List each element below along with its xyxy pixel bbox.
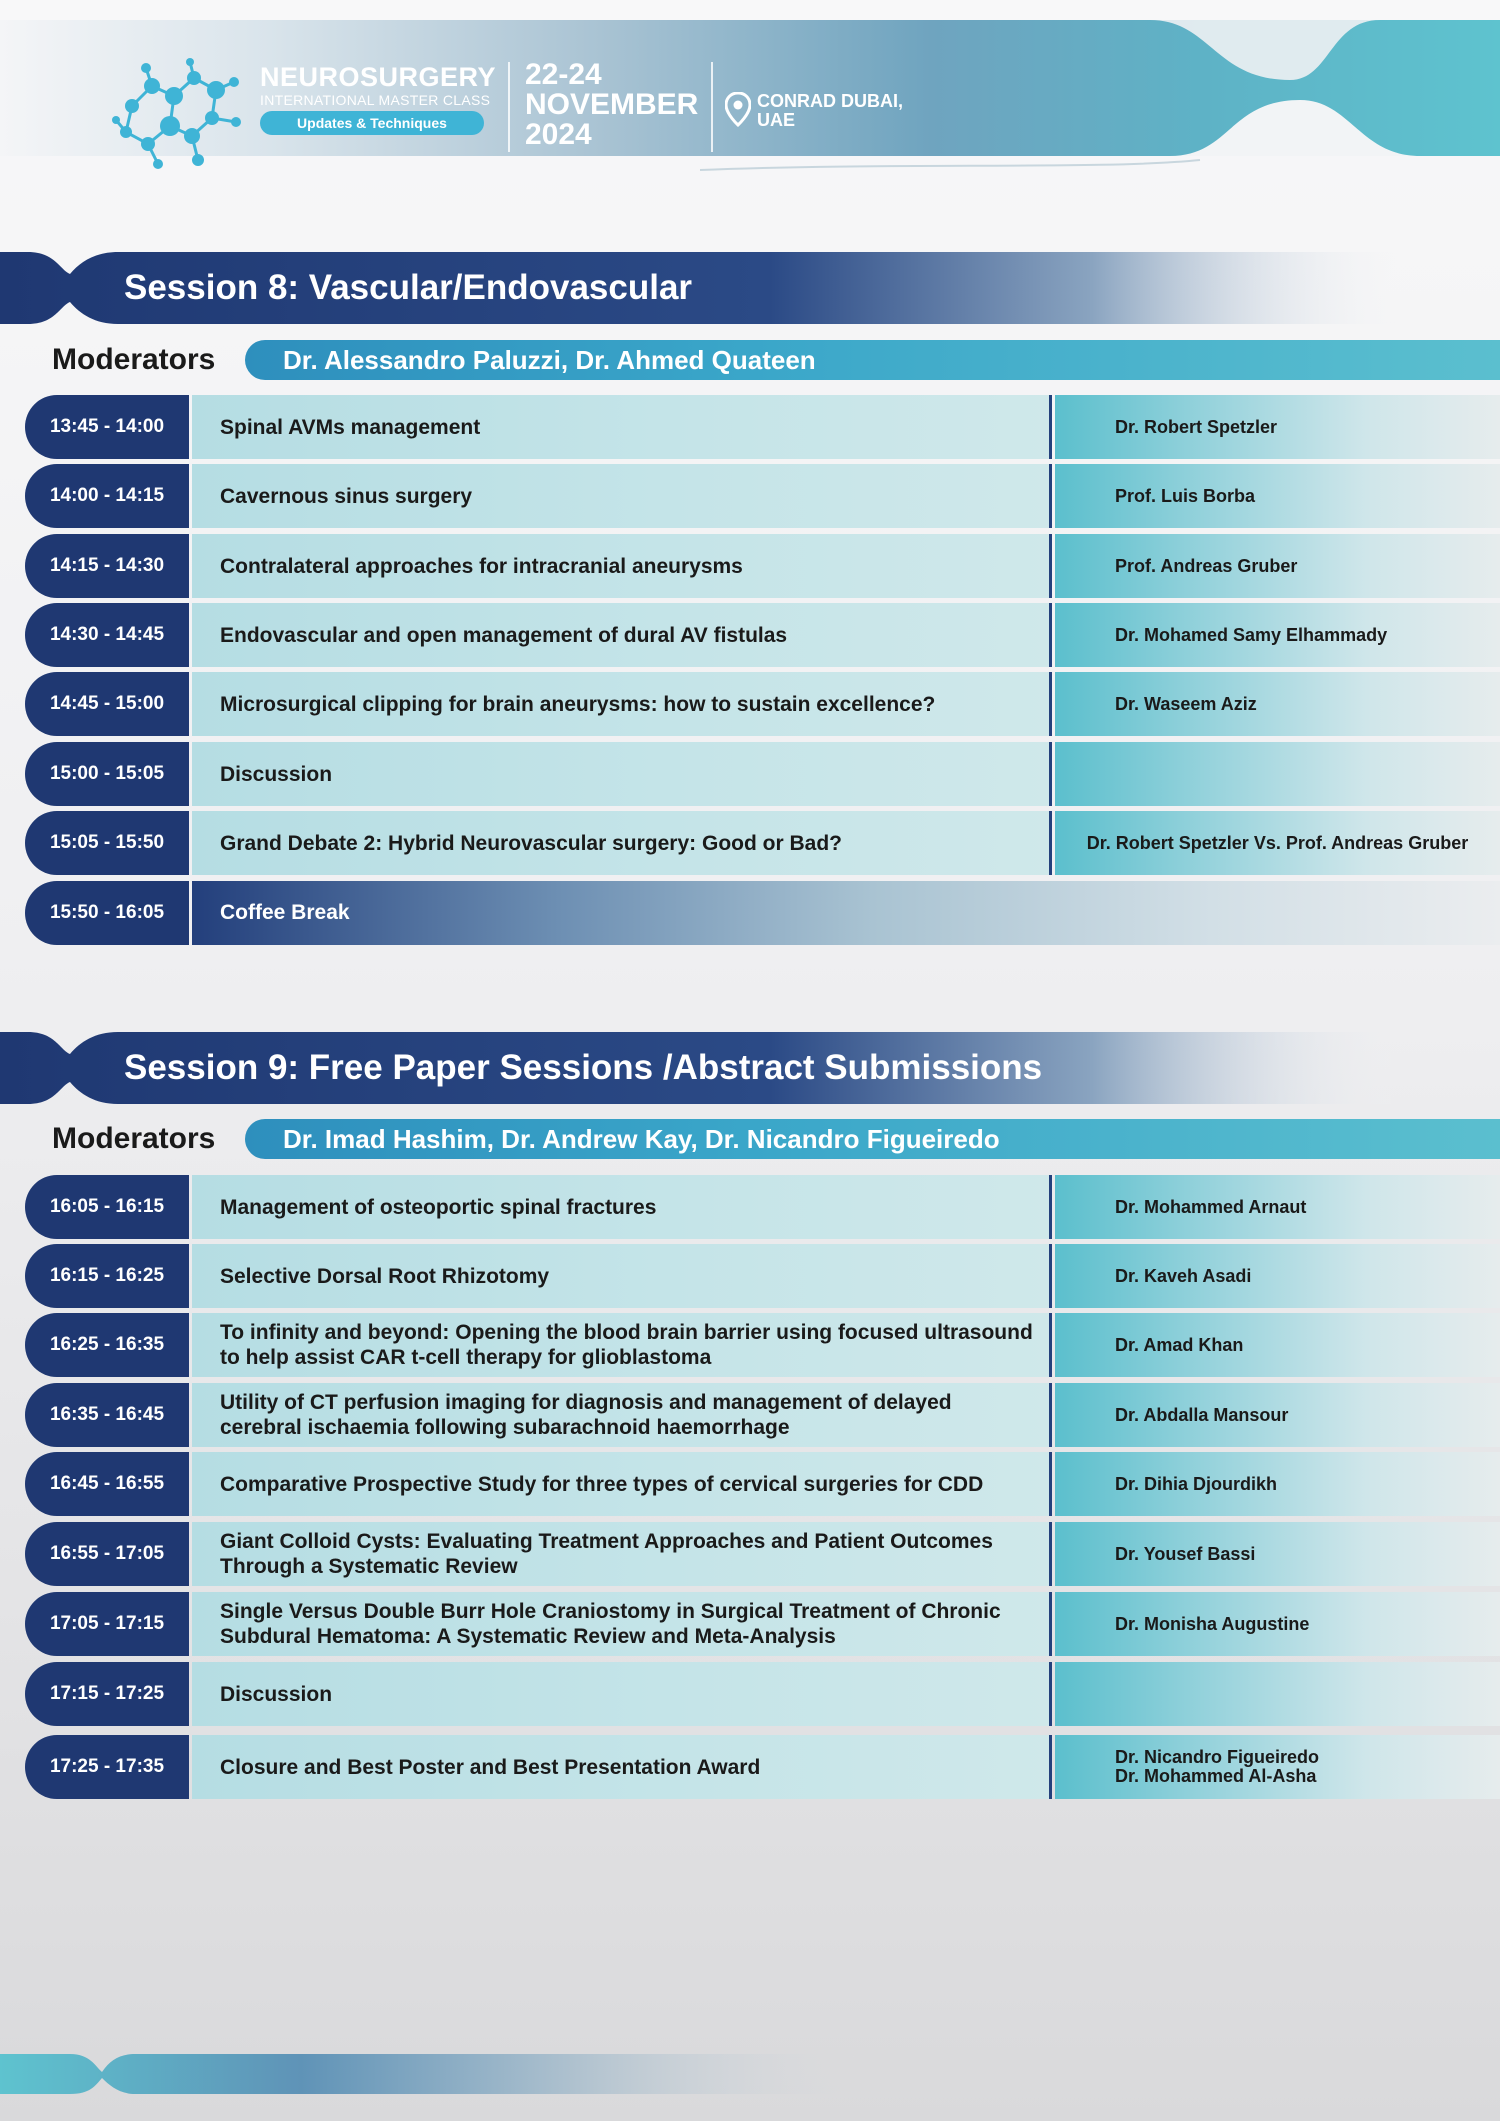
speaker-name: Dr. Mohamed Samy Elhammady xyxy=(1115,624,1388,645)
agenda-row xyxy=(25,811,1500,875)
agenda-row xyxy=(25,534,1500,598)
session-title: Session 8: Vascular/Endovascular xyxy=(124,268,693,307)
molecule-logo-icon xyxy=(112,56,248,172)
speaker-cell xyxy=(1055,1244,1500,1308)
moderators-bar xyxy=(245,1119,1500,1159)
speaker-name: Dr. Waseem Aziz xyxy=(1115,693,1257,714)
talk-topic xyxy=(192,395,1049,459)
session-title: Session 9: Free Paper Sessions /Abstract Submissions xyxy=(124,1048,1043,1087)
event-header xyxy=(0,20,1500,156)
talk-topic xyxy=(192,1452,1049,1516)
speaker-name: Prof. Luis Borba xyxy=(1115,485,1256,506)
speaker-name: Dr. Monisha Augustine xyxy=(1115,1613,1310,1634)
speaker-name: Dr. Amad Khan xyxy=(1115,1334,1244,1355)
agenda-row xyxy=(25,1592,1500,1656)
talk-topic xyxy=(192,1313,1049,1377)
speaker-divider xyxy=(1049,395,1052,459)
topic-line: Endovascular and open management of dural AV fistulas xyxy=(220,623,788,647)
speaker-cell xyxy=(1055,1522,1500,1586)
header-divider xyxy=(711,62,713,152)
time-slot: 15:00 - 15:05 xyxy=(25,742,189,806)
topic-line: Discussion xyxy=(220,1682,333,1706)
talk-topic xyxy=(192,672,1049,736)
time-slot: 15:05 - 15:50 xyxy=(25,811,189,875)
moderators-names: Dr. Alessandro Paluzzi, Dr. Ahmed Quateen xyxy=(283,345,816,375)
agenda-row xyxy=(25,1313,1500,1377)
header-divider xyxy=(508,62,510,152)
footer-swoosh-decoration xyxy=(0,2050,860,2100)
brand-tagline: Updates & Techniques xyxy=(260,111,484,135)
talk-topic xyxy=(192,603,1049,667)
topic-line: cerebral ischaemia following subarachnoid haemorrhage xyxy=(220,1416,790,1439)
topic-line: Utility of CT perfusion imaging for diagnosis and management of delayed xyxy=(220,1391,952,1414)
agenda-row xyxy=(25,1452,1500,1516)
brand-subtitle: INTERNATIONAL MASTER CLASS xyxy=(260,92,491,108)
map-pin-icon xyxy=(725,92,751,128)
speaker-divider xyxy=(1049,1452,1052,1516)
speaker-cell xyxy=(1055,1383,1500,1447)
agenda-row xyxy=(25,1175,1500,1239)
topic-line: To infinity and beyond: Opening the blood brain barrier using focused ultrasound xyxy=(220,1321,1033,1344)
agenda-row xyxy=(25,1383,1500,1447)
speaker-name: Dr. Mohammed Al-Asha xyxy=(1115,1766,1317,1786)
speaker-divider xyxy=(1049,1244,1052,1308)
topic-line: Grand Debate 2: Hybrid Neurovascular surgery: Good or Bad? xyxy=(220,831,842,855)
talk-topic xyxy=(192,1662,1049,1726)
agenda-break-row xyxy=(25,881,1500,945)
speaker-divider xyxy=(1049,603,1052,667)
brand-title: NEUROSURGERY xyxy=(260,62,497,92)
speaker-cell xyxy=(1055,464,1500,528)
speaker-cell xyxy=(1055,742,1500,806)
speaker-divider xyxy=(1049,464,1052,528)
speaker-name: Dr. Kaveh Asadi xyxy=(1115,1265,1252,1286)
date-days: 22-24 xyxy=(525,58,602,91)
topic-line: Spinal AVMs management xyxy=(220,415,481,439)
session-9-banner xyxy=(0,1032,1400,1104)
talk-topic xyxy=(192,464,1049,528)
topic-line: Subdural Hematoma: A Systematic Review and Meta-Analysis xyxy=(220,1625,836,1648)
event-location xyxy=(757,92,903,130)
speaker-divider xyxy=(1049,672,1052,736)
topic-line: Giant Colloid Cysts: Evaluating Treatment Approaches and Patient Outcomes xyxy=(220,1530,993,1553)
speaker-divider xyxy=(1049,1175,1052,1239)
speaker-divider xyxy=(1049,742,1052,806)
time-slot: 14:45 - 15:00 xyxy=(25,672,189,736)
speaker-divider xyxy=(1049,1383,1052,1447)
date-year: 2024 xyxy=(525,118,592,151)
location-line-1: CONRAD DUBAI, xyxy=(757,91,903,111)
topic-line: Microsurgical clipping for brain aneurysms: how to sustain excellence? xyxy=(220,692,936,716)
agenda-row xyxy=(25,1244,1500,1308)
speaker-divider xyxy=(1049,1592,1052,1656)
speaker-cell xyxy=(1055,811,1500,875)
topic-line: Contralateral approaches for intracranial aneurysms xyxy=(220,554,743,578)
speaker-cell xyxy=(1055,672,1500,736)
speaker-divider xyxy=(1049,1522,1052,1586)
speaker-cell xyxy=(1055,1175,1500,1239)
topic-line: Through a Systematic Review xyxy=(220,1555,518,1578)
time-slot: 16:15 - 16:25 xyxy=(25,1244,189,1308)
time-slot: 14:30 - 14:45 xyxy=(25,603,189,667)
agenda-row xyxy=(25,1662,1500,1726)
session-8-banner xyxy=(0,252,1400,324)
agenda-row xyxy=(25,1735,1500,1799)
speaker-divider xyxy=(1049,1735,1052,1799)
topic-line: Discussion xyxy=(220,762,333,786)
time-slot: 16:55 - 17:05 xyxy=(25,1522,189,1586)
speaker-name: Dr. Abdalla Mansour xyxy=(1115,1404,1289,1425)
topic-line: Single Versus Double Burr Hole Craniostomy in Surgical Treatment of Chronic xyxy=(220,1600,1001,1623)
agenda-row xyxy=(25,395,1500,459)
speaker-cell xyxy=(1055,1452,1500,1516)
talk-topic xyxy=(192,1244,1049,1308)
speaker-divider xyxy=(1049,1313,1052,1377)
time-slot: 17:05 - 17:15 xyxy=(25,1592,189,1656)
time-slot: 14:00 - 14:15 xyxy=(25,464,189,528)
time-slot: 15:50 - 16:05 xyxy=(25,881,189,945)
time-slot: 17:25 - 17:35 xyxy=(25,1735,189,1799)
speaker-name: Dr. Mohammed Arnaut xyxy=(1115,1196,1307,1217)
speaker-name: Dr. Dihia Djourdikh xyxy=(1115,1473,1278,1494)
talk-topic xyxy=(192,534,1049,598)
moderators-label: Moderators xyxy=(52,343,216,376)
talk-topic xyxy=(192,742,1049,806)
speaker-cell xyxy=(1055,534,1500,598)
talk-topic xyxy=(192,1735,1049,1799)
topic-line: Management of osteoportic spinal fractures xyxy=(220,1195,657,1219)
talk-topic xyxy=(192,1592,1049,1656)
topic-line: Selective Dorsal Root Rhizotomy xyxy=(220,1264,550,1288)
time-slot: 16:05 - 16:15 xyxy=(25,1175,189,1239)
speaker-name: Dr. Robert Spetzler Vs. Prof. Andreas Gruber xyxy=(1086,832,1469,853)
time-slot: 16:25 - 16:35 xyxy=(25,1313,189,1377)
location-line-2: UAE xyxy=(757,110,796,130)
time-slot: 14:15 - 14:30 xyxy=(25,534,189,598)
talk-topic xyxy=(192,1175,1049,1239)
speaker-cell xyxy=(1055,1313,1500,1377)
talk-topic xyxy=(192,811,1049,875)
agenda-row xyxy=(25,672,1500,736)
topic-line: Comparative Prospective Study for three types of cervical surgeries for CDD xyxy=(220,1472,984,1496)
speaker-cell xyxy=(1055,1662,1500,1726)
date-month: NOVEMBER xyxy=(525,88,699,121)
agenda-row xyxy=(25,742,1500,806)
moderators-bar xyxy=(245,340,1500,380)
topic-line: Closure and Best Poster and Best Presentation Award xyxy=(220,1755,761,1779)
speaker-divider xyxy=(1049,811,1052,875)
speaker-name: Prof. Andreas Gruber xyxy=(1115,555,1298,576)
talk-topic xyxy=(192,1383,1049,1447)
speaker-name: Dr. Yousef Bassi xyxy=(1115,1543,1256,1564)
speaker-cell xyxy=(1055,1735,1500,1799)
speaker-divider xyxy=(1049,1662,1052,1726)
speaker-divider xyxy=(1049,534,1052,598)
topic-line: Cavernous sinus surgery xyxy=(220,484,473,508)
time-slot: 16:45 - 16:55 xyxy=(25,1452,189,1516)
speaker-cell xyxy=(1055,1592,1500,1656)
speaker-cell xyxy=(1055,395,1500,459)
agenda-row xyxy=(25,603,1500,667)
break-label: Coffee Break xyxy=(192,881,1500,945)
agenda-row xyxy=(25,1522,1500,1586)
speaker-name: Dr. Nicandro Figueiredo xyxy=(1115,1747,1320,1767)
time-slot: 13:45 - 14:00 xyxy=(25,395,189,459)
speaker-cell xyxy=(1055,603,1500,667)
moderators-names: Dr. Imad Hashim, Dr. Andrew Kay, Dr. Nicandro Figueiredo xyxy=(283,1124,1000,1154)
talk-topic xyxy=(192,1522,1049,1586)
topic-line: to help assist CAR t-cell therapy for glioblastoma xyxy=(220,1346,712,1369)
moderators-label: Moderators xyxy=(52,1122,216,1155)
time-slot: 17:15 - 17:25 xyxy=(25,1662,189,1726)
event-dates xyxy=(525,60,698,150)
agenda-row xyxy=(25,464,1500,528)
time-slot: 16:35 - 16:45 xyxy=(25,1383,189,1447)
speaker-name: Dr. Robert Spetzler xyxy=(1115,416,1278,437)
